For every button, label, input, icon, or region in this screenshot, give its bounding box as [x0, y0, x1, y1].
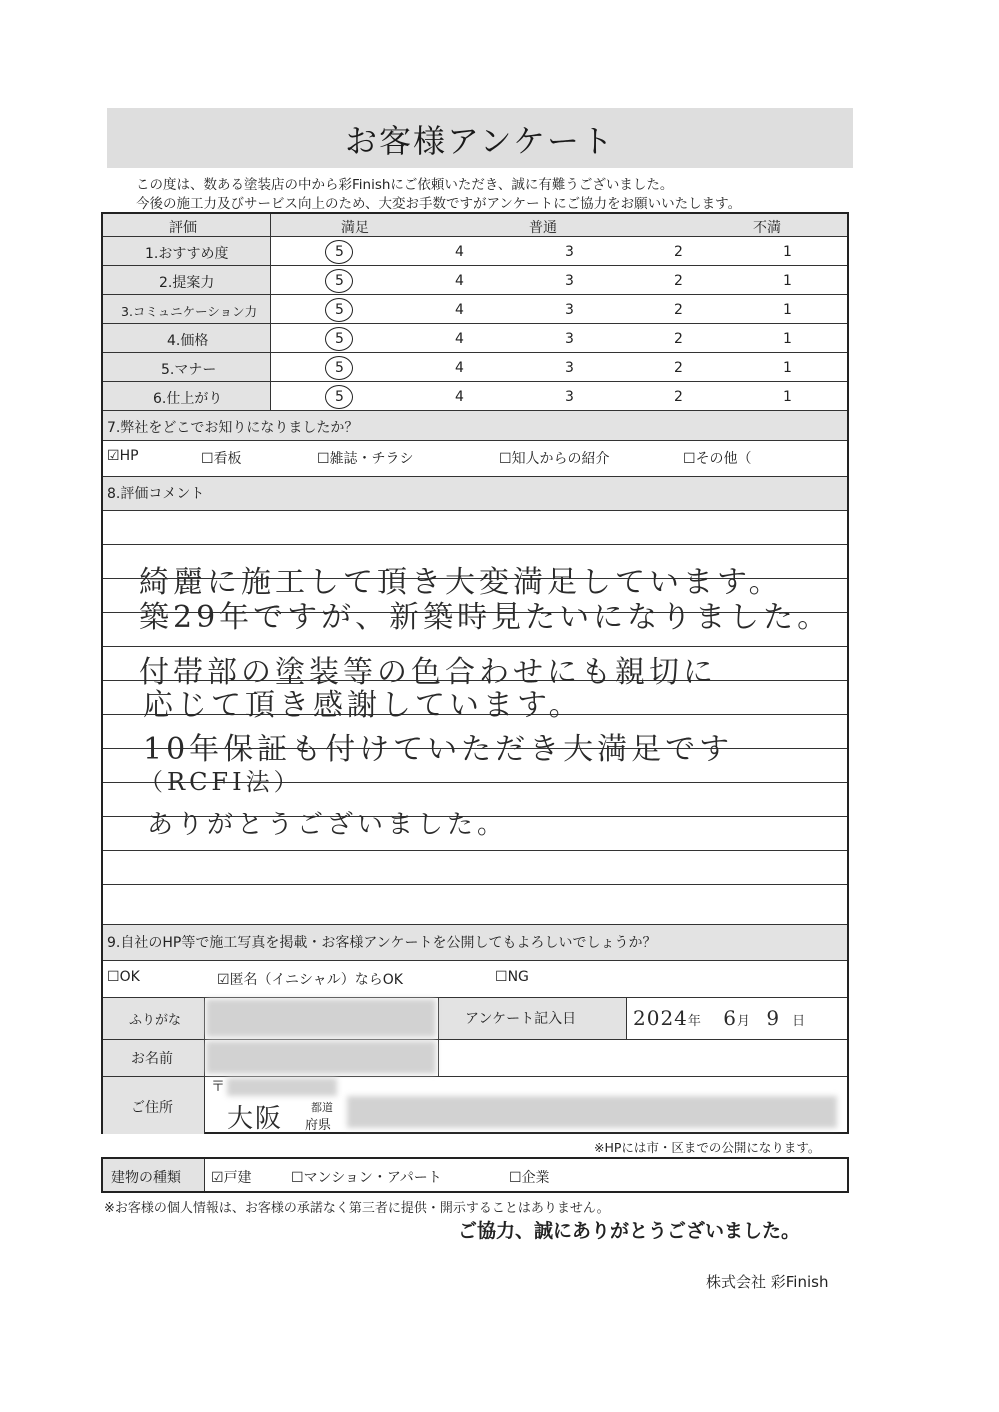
- rating-option-1[interactable]: 1: [783, 360, 792, 376]
- rating-option-3[interactable]: 3: [565, 389, 574, 405]
- rating-option-5[interactable]: 5: [335, 273, 344, 289]
- q8-band: [103, 476, 847, 510]
- publication-note: ※HPには市・区までの公開になります。: [594, 1140, 821, 1155]
- rating-option-1[interactable]: 1: [783, 389, 792, 405]
- rating-option-2[interactable]: 2: [674, 273, 683, 289]
- rating-header-bad: 不満: [753, 220, 781, 236]
- option-label: HP: [119, 448, 139, 464]
- date-label: アンケート記入日: [465, 1011, 577, 1027]
- comment-line: 応じて頂き感謝しています。: [143, 688, 583, 723]
- building-option-apartment[interactable]: ☐マンション・アパート: [291, 1170, 442, 1186]
- prefecture-suffix-bottom: 府県: [305, 1118, 332, 1133]
- rating-option-2[interactable]: 2: [674, 302, 683, 318]
- option-label: その他（: [695, 451, 752, 467]
- date-month: 6: [723, 1006, 738, 1030]
- name-label: お名前: [131, 1051, 173, 1067]
- rating-option-5[interactable]: 5: [335, 331, 344, 347]
- comment-line: 付帯部の塗装等の色合わせにも親切に: [139, 655, 717, 690]
- survey-date: [633, 1006, 806, 1030]
- rating-item-label: 3.コミュニケーション力: [121, 304, 258, 319]
- comment-line: 築29年ですが、新築時見たいになりました。: [139, 600, 832, 635]
- redacted-name: [206, 1041, 436, 1074]
- survey-form: [101, 212, 849, 1134]
- q9-option-ok[interactable]: ☐OK: [107, 969, 140, 985]
- rating-option-4[interactable]: 4: [455, 331, 464, 347]
- rating-option-4[interactable]: 4: [455, 273, 464, 289]
- privacy-note: ※お客様の個人情報は、お客様の承諾なく第三者に提供・開示することはありません。: [104, 1201, 610, 1216]
- intro-line-2: 今後の施工力及びサービス向上のため、大変お手数ですがアンケートにご協力をお願いいたします。: [136, 196, 742, 212]
- comment-line: ありがとうございました。: [147, 810, 508, 840]
- q7-option-hp[interactable]: ☑HP: [107, 448, 139, 464]
- rating-option-3[interactable]: 3: [565, 273, 574, 289]
- rating-header-band: [103, 214, 847, 236]
- title-band: [107, 108, 853, 168]
- rating-option-3[interactable]: 3: [565, 302, 574, 318]
- rating-option-1[interactable]: 1: [783, 302, 792, 318]
- rating-option-2[interactable]: 2: [674, 244, 683, 260]
- rating-option-2[interactable]: 2: [674, 360, 683, 376]
- comment-line: 10年保証も付けていただき大満足です: [143, 732, 734, 767]
- company-name: 株式会社 彩Finish: [706, 1273, 829, 1291]
- rating-option-4[interactable]: 4: [455, 389, 464, 405]
- rating-option-5[interactable]: 5: [335, 244, 344, 260]
- q8-label: 8.評価コメント: [107, 486, 205, 502]
- rating-option-2[interactable]: 2: [674, 389, 683, 405]
- option-label: 看板: [213, 451, 242, 467]
- q7-question: 7.弊社をどこでお知りになりましたか？: [107, 420, 359, 436]
- option-label: 知人からの紹介: [511, 451, 610, 467]
- rating-option-3[interactable]: 3: [565, 244, 574, 260]
- date-year: 2024: [633, 1006, 688, 1030]
- rating-item-label: 1.おすすめ度: [145, 246, 229, 262]
- rating-option-4[interactable]: 4: [455, 360, 464, 376]
- rating-option-4[interactable]: 4: [455, 244, 464, 260]
- rating-option-3[interactable]: 3: [565, 331, 574, 347]
- building-option-house[interactable]: ☑戸建: [211, 1170, 252, 1186]
- furigana-label: ふりがな: [129, 1013, 182, 1028]
- prefecture-suffix-top: 都道: [311, 1101, 333, 1114]
- date-year-unit: 年: [687, 1014, 702, 1029]
- q7-option-signboard[interactable]: ☐看板: [201, 451, 242, 467]
- date-month-unit: 月: [737, 1014, 752, 1029]
- option-label: 匿名（イニシャル）ならOK: [229, 972, 403, 988]
- rating-item-label: 2.提案力: [159, 275, 215, 291]
- rating-option-4[interactable]: 4: [455, 302, 464, 318]
- form-title: お客様アンケート: [344, 122, 616, 160]
- q7-option-referral[interactable]: ☐知人からの紹介: [499, 451, 610, 467]
- q9-option-ng[interactable]: ☐NG: [495, 969, 529, 985]
- address-label: ご住所: [131, 1100, 173, 1116]
- redacted-address: [347, 1096, 837, 1128]
- option-label: 戸建: [223, 1170, 252, 1186]
- rating-option-2[interactable]: 2: [674, 331, 683, 347]
- redacted-postal-code: [227, 1078, 337, 1096]
- building-option-company[interactable]: ☐企業: [509, 1170, 550, 1186]
- rating-item-label: 4.価格: [167, 333, 209, 349]
- date-day-unit: 日: [792, 1014, 807, 1029]
- rating-item-label: 5.マナー: [161, 362, 217, 378]
- option-label: OK: [119, 969, 140, 985]
- thanks-message: ご協力、誠にありがとうございました。: [458, 1220, 801, 1242]
- prefecture-value: 大阪: [227, 1104, 284, 1134]
- q9-question: 9.自社のHP等で施工写真を掲載・お客様アンケートを公開してもよろしいでしょうか？: [107, 935, 657, 951]
- rating-option-1[interactable]: 1: [783, 331, 792, 347]
- comment-line: （RCFI法）: [139, 768, 302, 796]
- q7-option-magazine[interactable]: ☐雑誌・チラシ: [317, 451, 414, 467]
- redacted-furigana: [206, 999, 436, 1037]
- building-type-label: 建物の種類: [111, 1170, 181, 1186]
- rating-option-5[interactable]: 5: [335, 360, 344, 376]
- rating-option-1[interactable]: 1: [783, 273, 792, 289]
- rating-option-1[interactable]: 1: [783, 244, 792, 260]
- option-label: マンション・アパート: [303, 1170, 442, 1186]
- rating-option-5[interactable]: 5: [335, 389, 344, 405]
- building-type-row: [101, 1157, 849, 1193]
- rating-option-5[interactable]: 5: [335, 302, 344, 318]
- intro-line-1: この度は、数ある塗装店の中から彩Finishにご依頼いただき、誠に有難うございました。: [136, 177, 674, 193]
- rating-header-mid: 普通: [529, 220, 557, 236]
- comment-line: 綺麗に施工して頂き大変満足しています。: [139, 565, 783, 600]
- rating-option-3[interactable]: 3: [565, 360, 574, 376]
- option-label: 企業: [521, 1170, 550, 1186]
- option-label: NG: [507, 969, 529, 985]
- rating-header-label: 評価: [169, 220, 197, 236]
- q7-option-other[interactable]: ☐その他（: [683, 451, 752, 467]
- date-day: 9: [766, 1006, 781, 1030]
- rating-header-good: 満足: [341, 220, 369, 236]
- q9-option-anonymous[interactable]: ☑匿名（イニシャル）ならOK: [217, 972, 403, 988]
- rating-item-label: 6.仕上がり: [153, 391, 223, 407]
- option-label: 雑誌・チラシ: [329, 451, 414, 467]
- postal-mark: 〒: [211, 1079, 225, 1095]
